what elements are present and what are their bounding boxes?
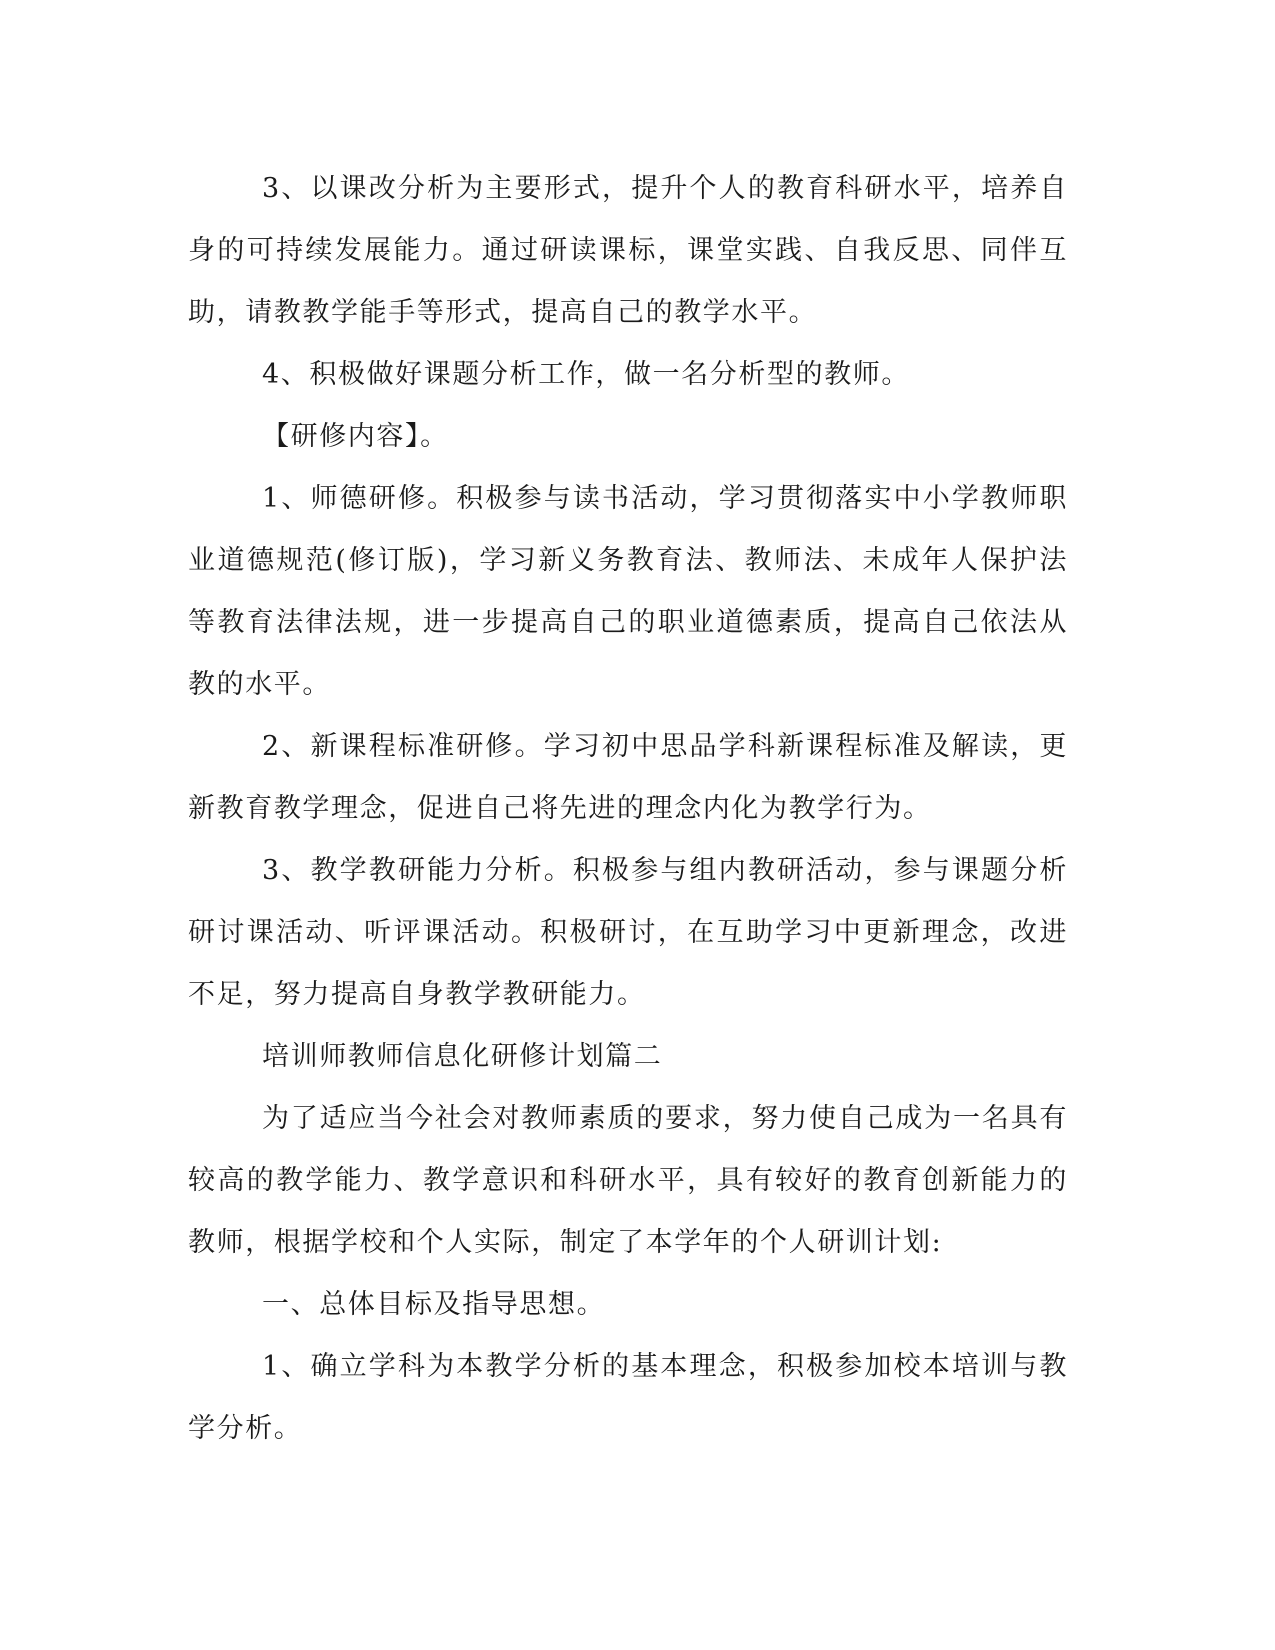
- paragraph-subject-concept: 1、确立学科为本教学分析的基本理念，积极参加校本培训与教学分析。: [188, 1351, 1068, 1444]
- paragraph-research-teacher: 4、积极做好课题分析工作，做一名分析型的教师。: [262, 359, 910, 390]
- section-heading-training-content: 【研修内容】。: [262, 421, 449, 452]
- paragraph-teaching-research: 3、教学教研能力分析。积极参与组内教研活动，参与课题分析研讨课活动、听评课活动。积极研讨，在互助学习中更新理念，改进不足，努力提高自身教学教研能力。: [188, 855, 1068, 1010]
- paragraph-course-reform: 3、以课改分析为主要形式，提升个人的教育科研水平，培养自身的可持续发展能力。通过研读课标，课堂实践、自我反思、同伴互助，请教教学能手等形式，提高自己的教学水平。: [188, 173, 1068, 328]
- section-heading-overall-goals: 一、总体目标及指导思想。: [262, 1289, 606, 1320]
- section-title-part-two: 培训师教师信息化研修计划篇二: [262, 1041, 663, 1072]
- document-body: [188, 158, 1068, 1460]
- paragraph-introduction: 为了适应当今社会对教师素质的要求，努力使自己成为一名具有较高的教学能力、教学意识和科研水平，具有较好的教育创新能力的教师，根据学校和个人实际，制定了本学年的个人研训计划:: [188, 1103, 1068, 1258]
- paragraph-curriculum-standard: 2、新课程标准研修。学习初中思品学科新课程标准及解读，更新教育教学理念，促进自己将先进的理念内化为教学行为。: [188, 731, 1068, 824]
- paragraph-ethics-training: 1、师德研修。积极参与读书活动，学习贯彻落实中小学教师职业道德规范(修订版)，学习新义务教育法、教师法、未成年人保护法等教育法律法规，进一步提高自己的职业道德素质，提高自己依法从教的水平。: [188, 483, 1068, 700]
